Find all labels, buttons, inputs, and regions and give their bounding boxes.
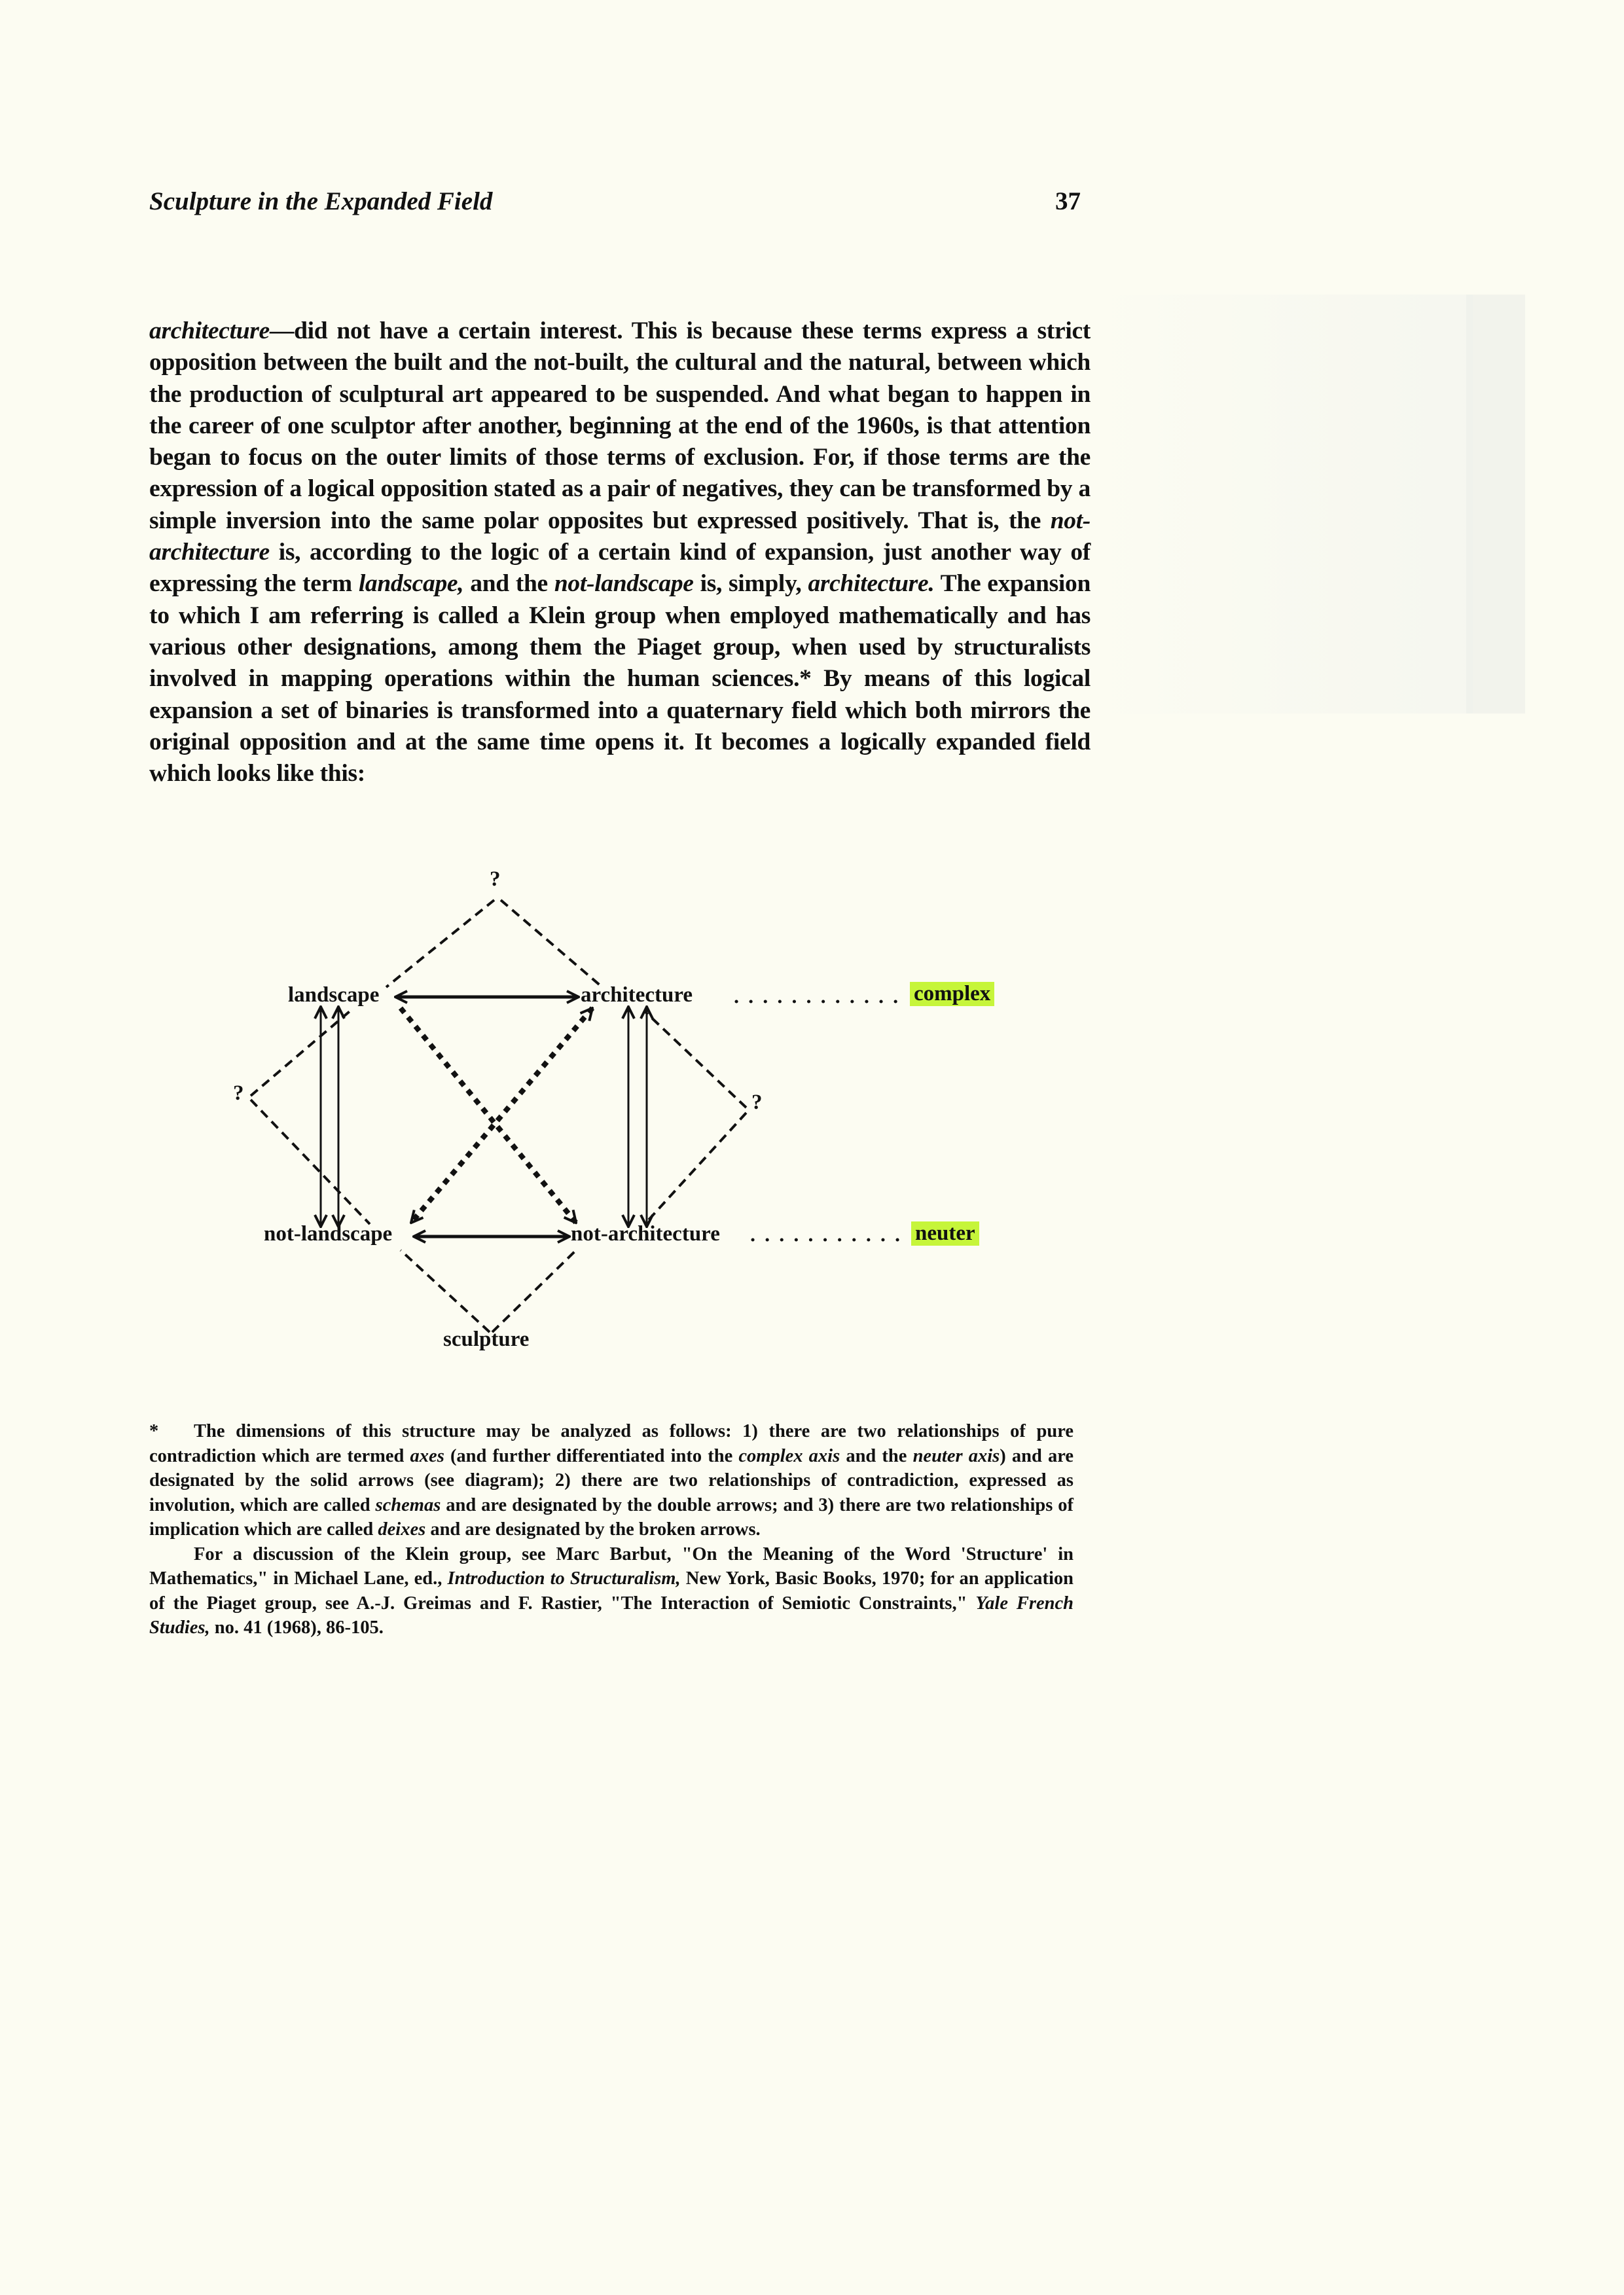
footnotes: [149, 1419, 1074, 1640]
text-run: is, simply,: [693, 570, 808, 598]
dashed-edge: [492, 1250, 576, 1332]
diagram-architecture: architecture: [581, 983, 693, 1007]
diagram-neuter-highlighted: neuter: [911, 1221, 979, 1246]
italic-term: landscape,: [358, 570, 464, 598]
text-run: and the: [463, 570, 554, 598]
dashed-edge: [386, 900, 494, 987]
footnote-marker: *: [149, 1421, 159, 1441]
text-run: (and further differentiated into the: [444, 1445, 739, 1466]
diagram-landscape: landscape: [288, 983, 380, 1007]
italic-term: schemas: [375, 1494, 441, 1515]
italic-term: complex axis: [738, 1445, 840, 1466]
diagram-not-architecture: not-architecture: [571, 1222, 720, 1246]
diagram-left-question: ?: [233, 1081, 244, 1105]
italic-term: axes: [410, 1445, 444, 1466]
text-run: The dimensions of this structure may be analyzed as follows: 1) there are two relationships of pure contradiction which are termed: [149, 1421, 1074, 1466]
deixis-arrow-1: [401, 1008, 576, 1223]
dashed-edge: [401, 1250, 490, 1332]
dashed-edge: [645, 1113, 746, 1224]
text-run: For a discussion of the Klein group, see Marc Barbut, "On the Meaning of the Word 'Structure' in Mathematics," in Michael Lane, ed.,: [149, 1544, 1074, 1589]
diagram-complex-highlighted: complex: [910, 982, 994, 1006]
diagram-right-question: ?: [751, 1091, 763, 1114]
diagram-not-landscape: not-landscape: [264, 1222, 393, 1246]
dashed-edge: [251, 1100, 370, 1224]
text-run: and are designated by the double arrows; and 3) there are two relationships of implication which are called: [149, 1494, 1074, 1540]
diagram-sculpture: sculpture: [443, 1328, 530, 1351]
text-run: no. 41 (1968), 86-105.: [209, 1617, 384, 1638]
italic-term: not-landscape: [554, 570, 694, 598]
running-head-title: Sculpture in the Expanded Field: [149, 187, 493, 215]
text-run: —did not have a certain interest. This is because these terms express a strict opposition between the built and the not-built, the cultural and the natural, between which the production of sculptural art appeared to be suspended. And what began to happen in the career of one sculptor after another, beginning at the end of the 1960s, is that attention began to focus on the outer limits of those terms of exclusion. For, if those terms are the expression of a logical opposition stated as a pair of negatives, they can be transformed by a simple inversion into the same polar opposites but expressed positively. That is, the: [149, 317, 1091, 534]
deixis-arrow-2: [411, 1008, 592, 1223]
page-number: 37: [1055, 187, 1081, 215]
italic-title: Yale French Studies,: [149, 1593, 1074, 1638]
text-run: and the: [840, 1445, 913, 1466]
text-run: ) and are designated by the solid arrows (see diagram); 2) there are two relationships of contradiction, expressed as involution, which are called: [149, 1445, 1074, 1515]
diagram-top-question: ?: [490, 867, 501, 891]
text-run: is, according to the logic of a certain kind of expansion, just another way of expressing the term: [149, 539, 1091, 598]
italic-term: neuter axis: [912, 1445, 1000, 1466]
italic-term: deixes: [378, 1519, 426, 1540]
italic-term: architecture.: [808, 570, 935, 598]
text-run: New York, Basic Books, 1970; for an application of the Piaget group, see A.-J. Greimas and F. Rastier, "The Interaction of Semiotic Constraints,": [149, 1568, 1074, 1614]
dashed-edge: [501, 900, 602, 987]
text-run: and are designated by the broken arrows.: [425, 1519, 761, 1540]
italic-term: architecture: [149, 317, 270, 344]
italic-title: Introduction to Structuralism,: [447, 1568, 681, 1589]
text-run: The expansion to which I am referring is called a Klein group when employed mathematically and has various other designations, among them the Piaget group, when used by structuralists involved in mapping operations within the human sciences.* By means of this logical expansion a set of binaries is transformed into a quaternary field which both mirrors the original opposition and at the same time opens it. It becomes a logically expanded field which looks like this:: [149, 570, 1091, 787]
italic-term: not-architecture: [149, 507, 1091, 566]
dashed-edge: [645, 1011, 746, 1108]
